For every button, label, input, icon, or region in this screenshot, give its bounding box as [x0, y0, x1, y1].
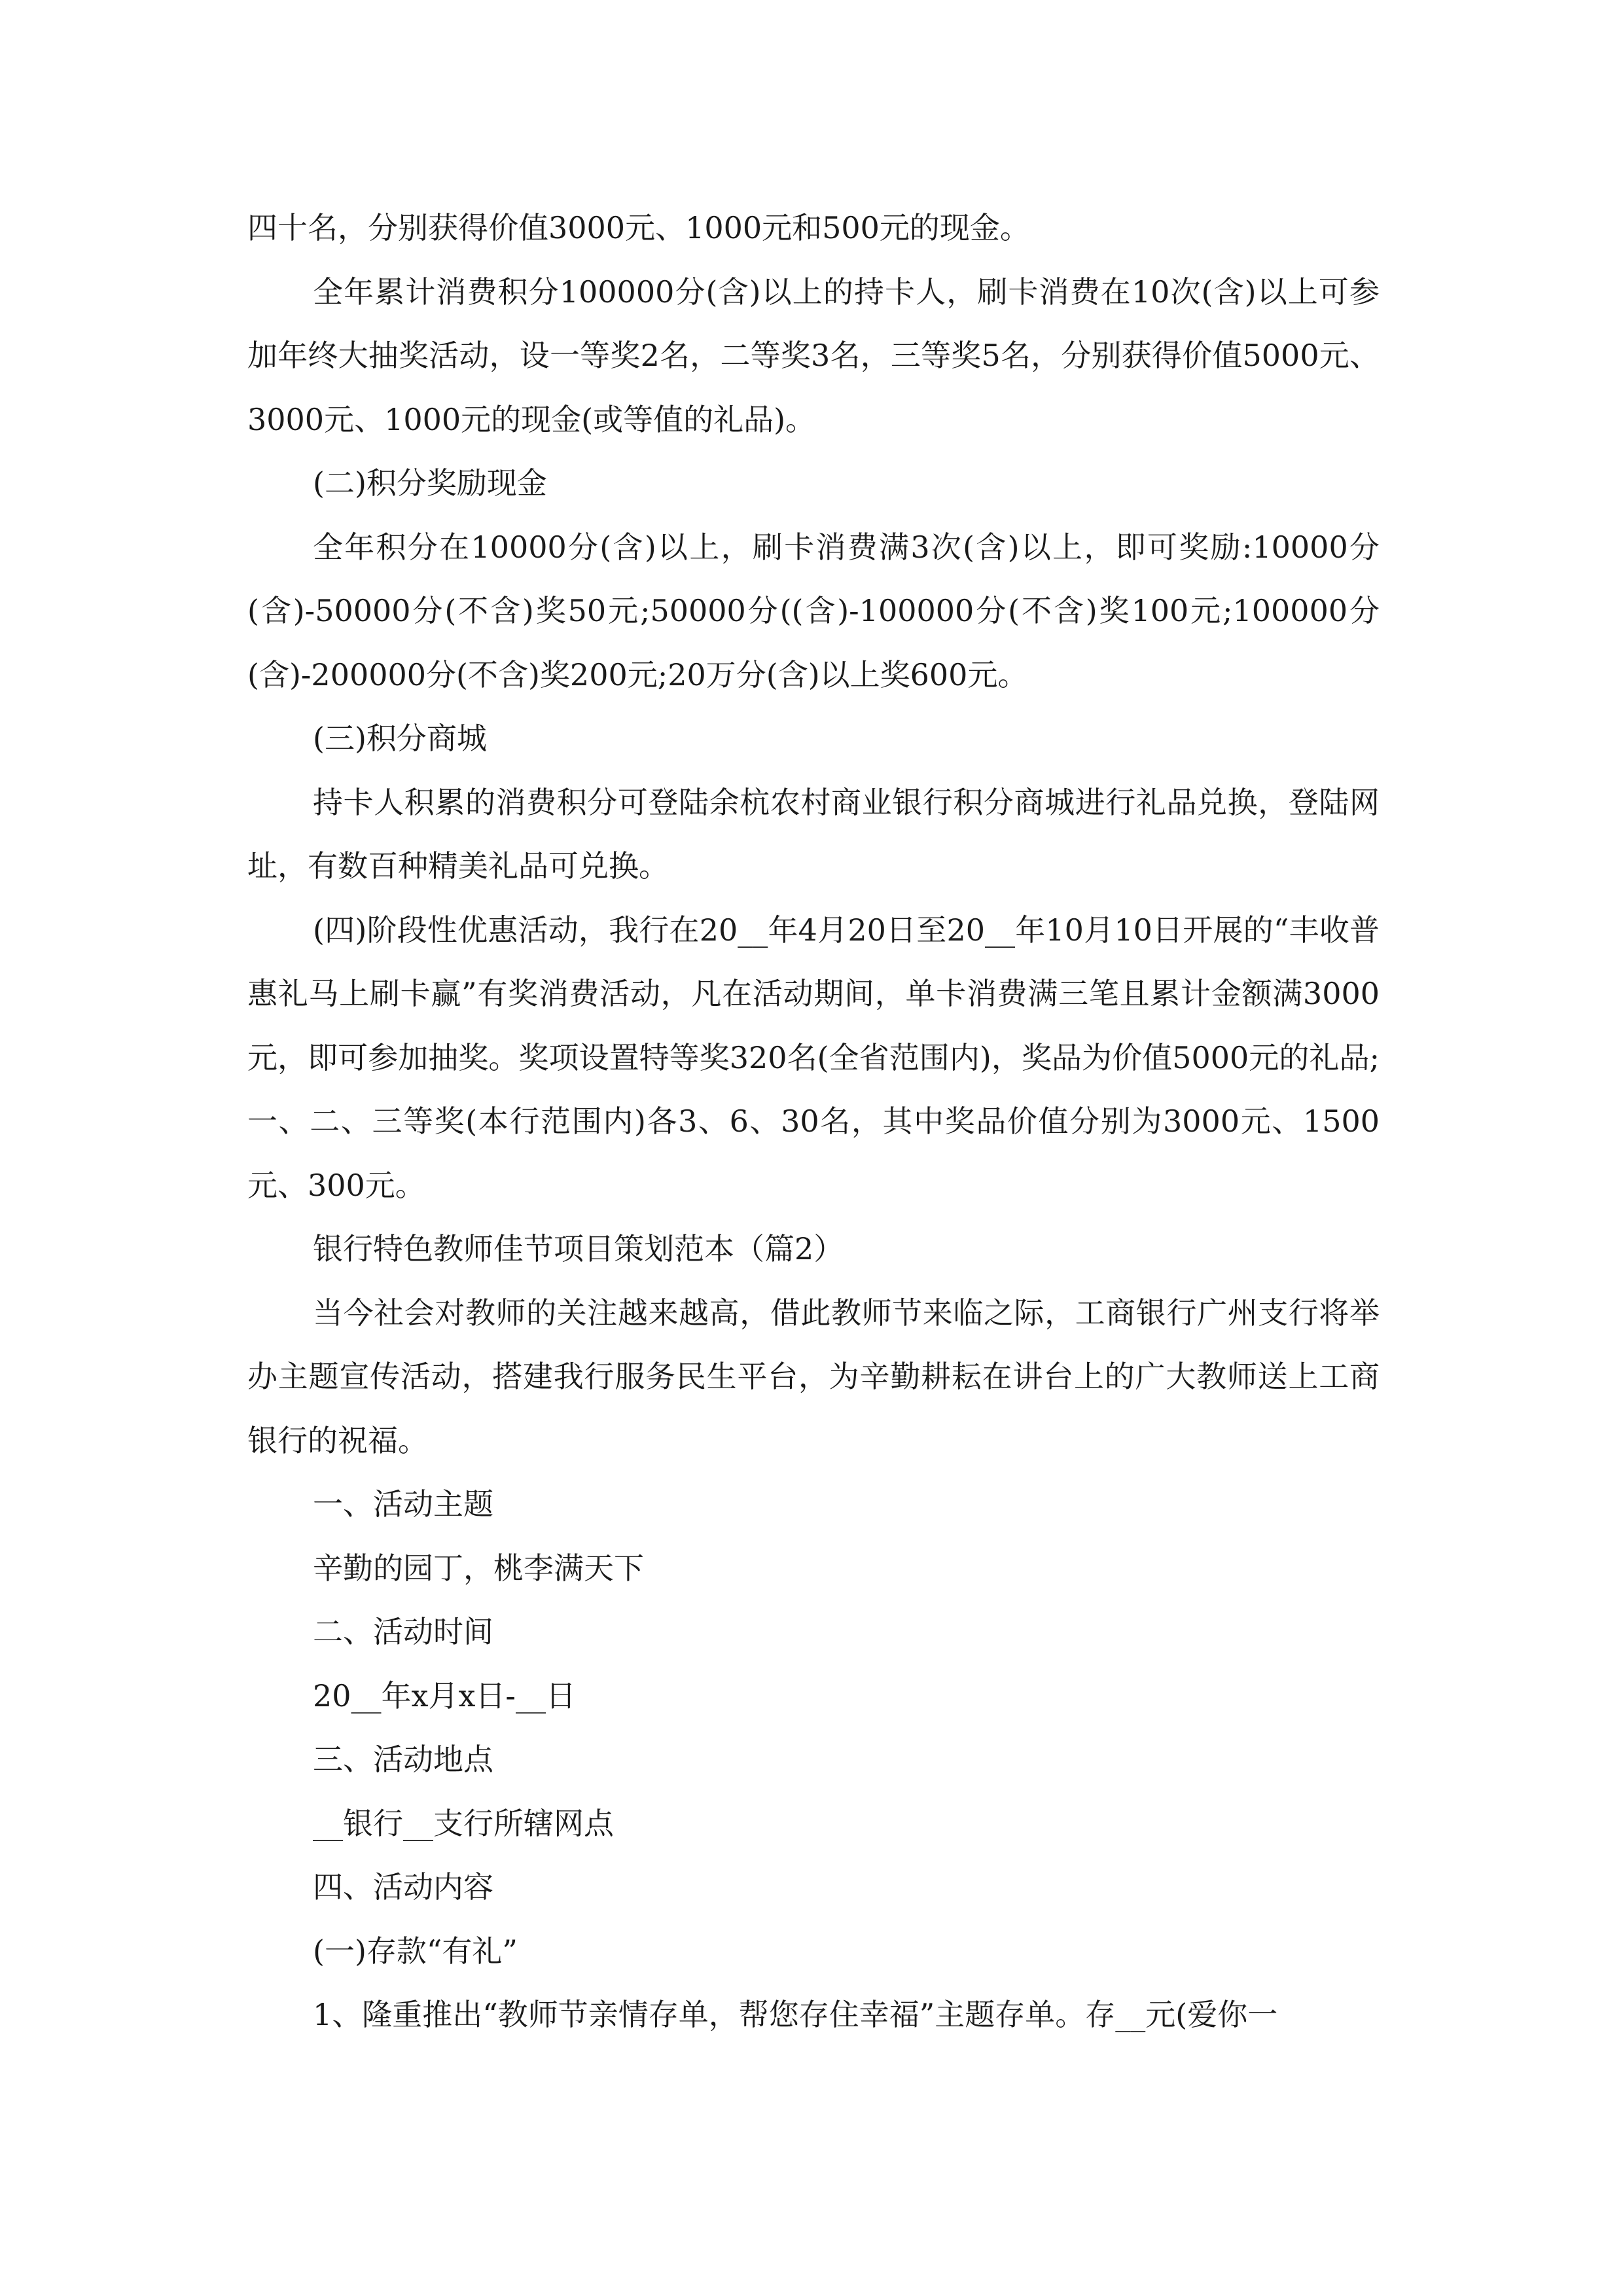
paragraph-introduction: 当今社会对教师的关注越来越高，借此教师节来临之际，工商银行广州支行将举办主题宣传活动，搭建我行服务民生平台，为辛勤耕耘在讲台上的广大教师送上工商银行的祝福。 — [247, 1295, 1380, 1458]
paragraph-points-cash-tiers: 全年积分在10000分(含)以上，刷卡消费满3次(含)以上，即可奖励:10000分(含)-50000分(不含)奖50元;50000分((含)-100000分(不含)奖100元;100000分(含)-200000分(不含)奖200元;20万分(含)以上奖600元。 — [247, 529, 1380, 692]
document-body — [247, 196, 1380, 2047]
heading-activity-content: 四、活动内容 — [313, 1869, 493, 1905]
heading-points-cash-reward: (二)积分奖励现金 — [313, 465, 547, 501]
paragraph-activity-time: 20__年x月x日-__日 — [313, 1677, 576, 1713]
heading-points-mall: (三)积分商城 — [313, 721, 487, 756]
paragraph-annual-lottery: 全年累计消费积分100000分(含)以上的持卡人，刷卡消费在10次(含)以上可参加年终大抽奖活动，设一等奖2名，二等奖3名，三等奖5名，分别获得价值5000元、3000元、1000元的现金(或等值的礼品)。 — [247, 274, 1380, 437]
paragraph-points-mall: 持卡人积累的消费积分可登陆余杭农村商业银行积分商城进行礼品兑换，登陆网址，有数百种精美礼品可兑换。 — [247, 784, 1380, 884]
paragraph-activity-theme: 辛勤的园丁，桃李满天下 — [313, 1550, 644, 1586]
heading-activity-time: 二、活动时间 — [313, 1614, 493, 1649]
heading-deposit-gift: (一)存款“有礼” — [313, 1933, 518, 1969]
heading-article-title: 银行特色教师佳节项目策划范本（篇2） — [313, 1231, 844, 1266]
heading-activity-theme: 一、活动主题 — [313, 1486, 493, 1522]
paragraph-prize-summary: 四十名，分别获得价值3000元、1000元和500元的现金。 — [247, 210, 1030, 245]
paragraph-deposit-item-1: 1、隆重推出“教师节亲情存单，帮您存住幸福”主题存单。存__元(爱你一 — [313, 1997, 1278, 2032]
heading-activity-location: 三、活动地点 — [313, 1742, 493, 1777]
paragraph-activity-location: __银行__支行所辖网点 — [313, 1805, 614, 1841]
paragraph-promotion-campaign: (四)阶段性优惠活动，我行在20__年4月20日至20__年10月10日开展的“丰收普惠礼马上刷卡赢”有奖消费活动，凡在活动期间，单卡消费满三笔且累计金额满3000元，即可参加抽奖。奖项设置特等奖320名(全省范围内)，奖品为价值5000元的礼品;一、二、三等奖(本行范围内)各3、6、30名，其中奖品价值分别为3000元、1500元、300元。 — [247, 912, 1380, 1203]
